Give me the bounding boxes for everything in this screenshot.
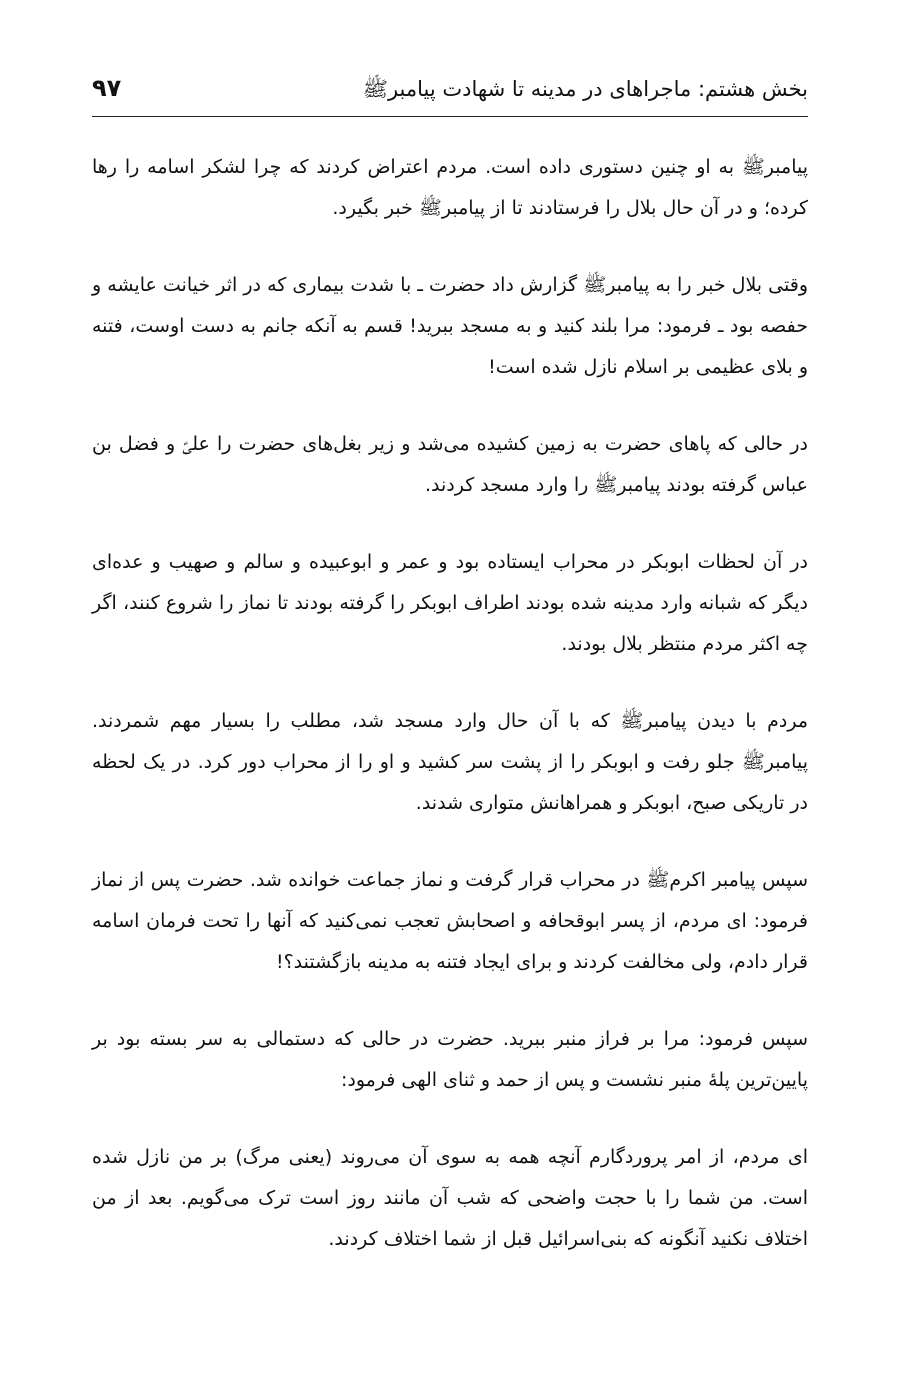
paragraph-1: پیامبرﷺ به او چنین دستوری داده است. مردم اعتراض کردند که چرا لشکر اسامه را رها کرده؛ و در آن حال بلال را فرستادند تا از پیامبرﷺ خبر بگیرد. xyxy=(92,156,808,219)
page-number: ۹۷ xyxy=(92,74,122,102)
paragraph-6: سپس پیامبر اکرمﷺ در محراب قرار گرفت و نماز جماعت خوانده شد. حضرت پس از نماز فرمود: ای مردم، از پسر ابوقحافه و اصحابش تعجب نمی‌کنید که آنها را تحت فرمان اسامه قرار دادم، ولی مخالفت کردند و برای ایجاد فتنه به مدینه بازگشتند؟! xyxy=(92,869,808,973)
paragraph-7: سپس فرمود: مرا بر فراز منبر ببرید. حضرت در حالی که دستمالی به سر بسته بود بر پایین‌ترین پلهٔ منبر نشست و پس از حمد و ثنای الهی فرمود: xyxy=(92,1028,808,1091)
page-header xyxy=(92,60,808,117)
paragraph-4: در آن لحظات ابوبکر در محراب ایستاده بود و عمر و ابوعبیده و سالم و صهیب و عده‌ای دیگر که شبانه وارد مدینه شده بودند اطراف ابوبکر را گرفته بودند تا نماز را شروع کنند، اگر چه اکثر مردم منتظر بلال بودند. xyxy=(92,551,808,655)
paragraph-3: در حالی که پاهای حضرت به زمین کشیده می‌شد و زیر بغل‌های حضرت را علیؑ و فضل بن عباس گرفته بودند پیامبرﷺ را وارد مسجد کردند. xyxy=(92,433,808,496)
book-page xyxy=(92,60,808,1340)
paragraph-8: ای مردم، از امر پروردگارم آنچه همه به سوی آن می‌روند (یعنی مرگ) بر من نازل شده است. من شما را با حجت واضحی که شب آن مانند روز است ترک می‌گویم. بعد از من اختلاف نکنید آنگونه که بنی‌اسرائیل قبل از شما اختلاف کردند. xyxy=(92,1146,808,1250)
paragraph-2: وقتی بلال خبر را به پیامبرﷺ گزارش داد حضرت ـ با شدت بیماری که در اثر خیانت عایشه و حفصه بود ـ فرمود: مرا بلند کنید و به مسجد ببرید! قسم به آنکه جانم به دست اوست، فتنه و بلای عظیمی بر اسلام نازل شده است! xyxy=(92,274,808,378)
body-text xyxy=(92,147,808,1260)
running-title: بخش هشتم: ماجراهای در مدینه تا شهادت پیامبرﷺ xyxy=(362,77,808,101)
paragraph-5: مردم با دیدن پیامبرﷺ که با آن حال وارد مسجد شد، مطلب را بسیار مهم شمردند. پیامبرﷺ جلو رفت و ابوبکر را از پشت سر کشید و او را از محراب دور کرد. در یک لحظه در تاریکی صبح، ابوبکر و همراهانش متواری شدند. xyxy=(92,710,808,814)
